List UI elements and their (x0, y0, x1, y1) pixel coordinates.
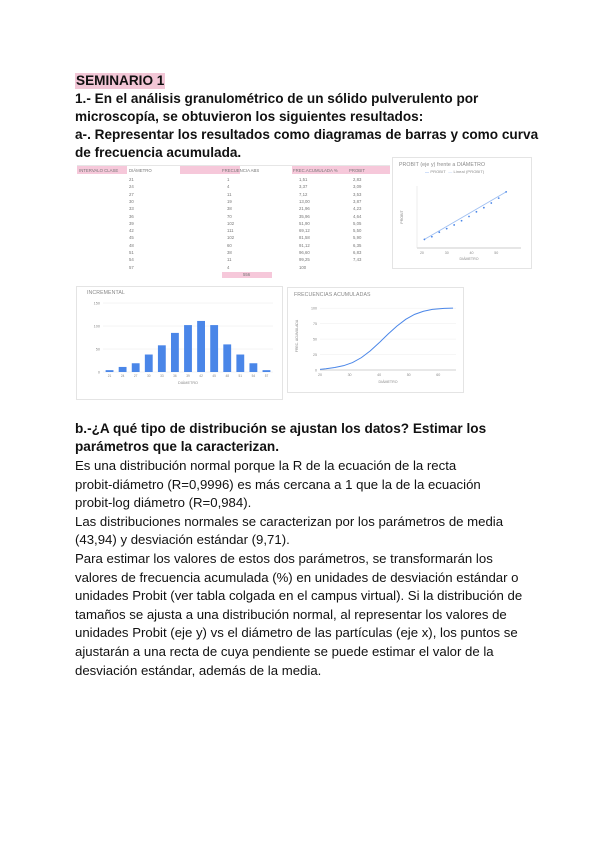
y-tick-label: 150 (93, 301, 100, 306)
table-cell: 3,09 (353, 184, 362, 190)
table-cell: 5,50 (353, 228, 362, 234)
table-cell: 11 (227, 257, 232, 263)
table-cell: 91,12 (299, 242, 310, 248)
x-axis-label: DIÁMETRO (177, 381, 199, 385)
question-b-line2: parámetros que la caracterizan. (75, 439, 279, 454)
x-tick-label: 33 (160, 374, 164, 378)
bar (184, 325, 192, 372)
legend-trend: Lineal (PROBIT) (453, 169, 485, 174)
legend-series: PROBIT (430, 169, 446, 174)
table-cell: 60 (227, 242, 232, 248)
table-cell: 51,90 (299, 220, 310, 226)
table-cell: 100 (299, 264, 307, 270)
table-cell: 11 (227, 191, 232, 197)
chart-probit-legend: — PROBIT — Lineal (PROBIT) (425, 169, 485, 174)
table-cell: 1 (227, 177, 230, 182)
question-1 (75, 90, 545, 162)
table-cell: 2,83 (353, 177, 362, 182)
table-cell: 7,43 (353, 257, 362, 263)
data-point (468, 216, 470, 218)
data-point (505, 191, 507, 193)
data-point (438, 231, 440, 233)
table-cell: 69,12 (299, 228, 310, 234)
x-tick-label: 30 (444, 251, 449, 255)
data-point (446, 228, 448, 230)
data-point (476, 211, 478, 213)
y-axis-label: FREC. ACUMULADA (295, 319, 299, 353)
table-header: FRECUENCIA ABS (222, 168, 260, 173)
answer-line: Es una distribución normal porque la R de la ecuación de la recta (75, 458, 457, 473)
table-cell: 4 (227, 184, 230, 190)
data-point (431, 236, 433, 238)
table-cell: 30 (129, 198, 134, 204)
table-cell: 42 (129, 228, 134, 234)
x-tick-label: 27 (133, 374, 138, 378)
table-header: FREC.ACUMULADA % (293, 168, 338, 173)
x-axis-label: DIÁMETRO (459, 257, 479, 261)
question-b (75, 420, 545, 456)
x-tick-label: 57 (264, 374, 269, 378)
bar (119, 367, 127, 372)
table-cell: 54 (129, 257, 134, 263)
table-cell: 19 (227, 198, 232, 204)
bar (132, 363, 140, 372)
answer-line: unidades Probit (eje y) vs el diámetro de las partículas (eje x), los puntos se (75, 625, 518, 641)
chart-incremental-title: INCREMENTAL (87, 290, 125, 296)
x-tick-label: 40 (377, 373, 382, 377)
table-cell: 51 (129, 250, 134, 255)
table-cell: 33 (129, 206, 134, 212)
table-cell: 81,58 (299, 235, 310, 241)
bar (145, 355, 153, 372)
bar (158, 345, 166, 372)
x-tick-label: 21 (107, 374, 112, 378)
answer-line: (43,94) y desviación estándar (9,71). (75, 532, 290, 548)
table-cell: 6,35 (353, 242, 362, 248)
table-cell: 102 (227, 220, 235, 226)
y-tick-label: 50 (313, 337, 317, 342)
answer-line: probit-log diámetro (R=0,984). (75, 495, 252, 511)
data-point (498, 197, 500, 199)
data-point (453, 224, 455, 226)
table-cell: 39 (129, 220, 134, 226)
table-cell: 5,90 (353, 235, 362, 241)
x-tick-label: 42 (199, 374, 203, 378)
trend-line (424, 192, 506, 240)
table-cell: 6,83 (353, 250, 362, 255)
x-tick-label: 50 (406, 373, 411, 377)
table-cell: 1,51 (299, 177, 308, 182)
x-tick-label: 20 (318, 373, 322, 377)
bar (223, 344, 231, 372)
bar (236, 355, 244, 372)
answer-line: tamaños se ajusta a una distribución normal, al representar los valores de (75, 606, 507, 622)
bar (197, 321, 205, 372)
table-cell: 35,96 (299, 213, 310, 219)
data-point (490, 202, 492, 204)
accumulated-curve (320, 308, 453, 369)
table-cell: 3,87 (353, 198, 362, 204)
question-1-line1: 1.- En el análisis granulométrico de un sólido pulverulento por (75, 91, 479, 106)
x-tick-label: 54 (251, 374, 256, 378)
y-axis-label: PROBIT (400, 210, 404, 224)
x-tick-label: 40 (469, 251, 474, 255)
y-tick-label: 75 (313, 321, 317, 326)
chart-accumulated-title: FRECUENCIAS ACUMULADAS (294, 292, 371, 298)
answer-line: desviación estándar, además de la media. (75, 662, 322, 678)
x-tick-label: 39 (186, 374, 190, 378)
x-tick-label: 30 (146, 374, 151, 378)
table-cell: 57 (129, 264, 134, 270)
chart-probit (392, 157, 532, 269)
answer-line: probit-diámetro (R=0,9996) es más cercana a 1 que la de la ecuación (75, 476, 481, 492)
bar (249, 363, 257, 372)
table-cell: 4 (227, 264, 230, 270)
table-cell: 24 (129, 184, 134, 190)
bar (171, 333, 179, 372)
table-header: DIÁMETRO (129, 168, 152, 173)
y-tick-label: 0 (97, 370, 100, 375)
table-header: INTERVALO CLASE (79, 168, 119, 173)
chart-probit-title: PROBIT (eje y) frente a DIÁMETRO (399, 162, 486, 168)
table-cell: 111 (227, 228, 234, 234)
x-tick-label: 50 (494, 251, 499, 255)
y-tick-label: 0 (315, 368, 317, 373)
x-tick-label: 30 (347, 373, 352, 377)
table-total: 556 (243, 272, 251, 277)
table-cell: 4,23 (353, 206, 362, 212)
table-cell: 102 (227, 235, 235, 241)
data-point (483, 207, 485, 209)
x-tick-label: 45 (212, 374, 216, 378)
table-cell: 3,37 (299, 184, 308, 190)
answer-line: unidades Probit (ver tabla colgada en el campus virtual). Si la distribución de (75, 588, 523, 604)
table-cell: 38 (227, 206, 232, 212)
chart-accumulated (287, 287, 464, 393)
y-tick-label: 100 (311, 306, 317, 311)
page-heading: SEMINARIO 1 (76, 73, 165, 88)
y-tick-label: 50 (95, 347, 100, 352)
table-cell: 36 (129, 213, 134, 219)
table-cell: 4,64 (353, 213, 362, 219)
table-cell: 48 (129, 242, 134, 248)
bar (106, 370, 114, 372)
table-cell: 99,25 (299, 257, 310, 263)
bar (210, 325, 218, 372)
answer-line: Para estimar los valores de estos dos parámetros, se transformarán los (75, 550, 493, 566)
x-tick-label: 24 (120, 374, 125, 378)
data-table (77, 165, 390, 279)
data-point (461, 220, 463, 222)
answer-line: ajustarán a una recta de cuya pendiente se puede estimar el valor de la (75, 643, 494, 659)
data-point (424, 239, 426, 241)
question-b-line1: b.-¿A qué tipo de distribución se ajustan los datos? Estimar los (75, 421, 487, 436)
x-tick-label: 36 (173, 374, 177, 378)
question-1-line4: de frecuencia acumulada. (75, 145, 242, 160)
answer-line: Las distribuciones normales se caracterizan por los parámetros de media (75, 513, 504, 529)
table-cell: 70 (227, 213, 232, 219)
x-tick-label: 48 (225, 374, 230, 378)
table-cell: 27 (129, 191, 134, 197)
table-cell: 3,53 (353, 191, 362, 197)
table-cell: 7,12 (299, 191, 308, 197)
answer-line: valores de frecuencia acumulada (%) en unidades de desviación estándar o (75, 569, 519, 585)
question-1-line3: a-. Representar los resultados como diagramas de barras y como curva (75, 127, 539, 142)
table-cell: 21,96 (299, 206, 310, 212)
table-cell: 38 (227, 250, 232, 255)
table-cell: 5,05 (353, 220, 362, 226)
x-axis-label: DIÁMETRO (378, 380, 398, 384)
table-header: PROBIT (349, 168, 365, 173)
x-tick-label: 20 (419, 251, 424, 255)
table-cell: 13,00 (299, 198, 310, 204)
table-cell: 96,60 (299, 250, 310, 255)
bar (263, 370, 271, 372)
y-tick-label: 25 (313, 352, 317, 357)
y-tick-label: 100 (93, 324, 100, 329)
table-cell: 21 (129, 177, 134, 182)
table-cell: 45 (129, 235, 134, 241)
chart-incremental (76, 286, 283, 400)
x-tick-label: 60 (436, 373, 441, 377)
x-tick-label: 51 (238, 374, 243, 378)
question-1-line2: microscopía, se obtuvieron los siguientes resultados: (75, 109, 424, 124)
answer-text (75, 457, 555, 680)
